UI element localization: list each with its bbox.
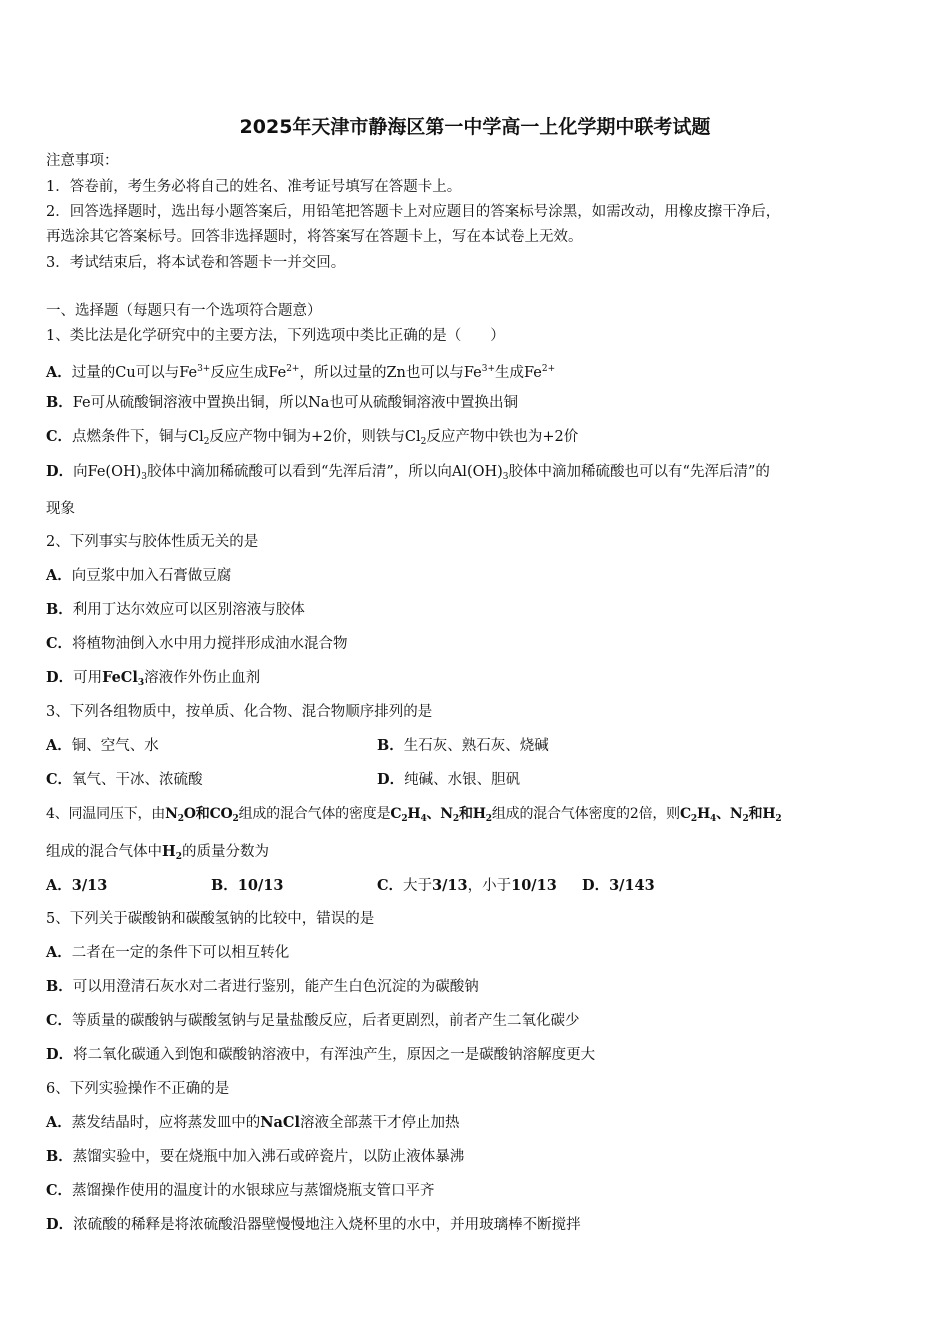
- stem-text: 组成的混合气体的密度是: [238, 806, 391, 822]
- q5-option-b: [46, 977, 479, 997]
- subscript: 2: [203, 437, 210, 447]
- option-label: B．: [211, 877, 238, 894]
- q2-stem: 2、下列事实与胶体性质无关的是: [46, 534, 259, 550]
- option-label: D．: [582, 877, 610, 894]
- option-label: A．: [46, 567, 72, 584]
- formula: C: [679, 806, 691, 822]
- option-label: A．: [46, 364, 72, 381]
- q5-option-c: [46, 1011, 580, 1031]
- option-label: A．: [46, 1114, 72, 1131]
- superscript: 3+: [197, 364, 211, 374]
- option-label: A．: [46, 944, 72, 961]
- option-label: B．: [377, 737, 404, 754]
- option-text: 将植物油倒入水中用力搅拌形成油水混合物: [72, 636, 348, 652]
- option-label: C．: [377, 877, 404, 894]
- option-text: 溶液全部蒸干才停止加热: [299, 1115, 460, 1131]
- q2-option-b: [46, 600, 305, 620]
- formula: H: [696, 806, 711, 822]
- q6-option-b: [46, 1147, 464, 1167]
- option-label: D．: [377, 771, 405, 788]
- q1-option-c: [46, 427, 578, 452]
- q3-option-d: [377, 770, 520, 790]
- option-text: Fe可从硫酸铜溶液中置换出铜，所以Na也可从硫酸铜溶液中置换出铜: [72, 395, 518, 411]
- stem-text: 2倍，则: [629, 806, 680, 822]
- stem-text: 组成的混合气体密度的: [491, 806, 630, 822]
- q4-option-a: [46, 876, 107, 896]
- notice-item-2-cont: 再选涂其它答案标号。回答非选择题时，将答案写在答题卡上，写在本试卷上无效。: [46, 229, 583, 245]
- subscript: 3: [137, 678, 145, 688]
- option-text: 过量的Cu可以与Fe: [71, 365, 198, 381]
- subscript: 2: [175, 852, 182, 862]
- stem-text: 的质量分数为: [181, 844, 269, 860]
- option-text: ，小于: [467, 878, 512, 894]
- subscript: 2: [452, 814, 459, 824]
- stem-text: 4、同温同压下，由: [46, 806, 166, 822]
- option-text: 大于: [403, 878, 433, 894]
- option-label: B．: [46, 978, 73, 995]
- formula: 、N: [426, 806, 453, 822]
- subscript: 4: [420, 814, 427, 824]
- q2-option-c: [46, 634, 348, 654]
- page-title: 2025年天津市静海区第一中学高一上化学期中联考试题: [239, 116, 711, 138]
- stem-text: 组成的混合气体中: [46, 844, 162, 860]
- option-text: 可以用澄清石灰水对二者进行鉴别，能产生白色沉淀的为碳酸钠: [72, 979, 479, 995]
- q5-stem: 5、下列关于碳酸钠和碳酸氢钠的比较中，错误的是: [46, 911, 375, 927]
- option-label: C．: [46, 1012, 73, 1029]
- option-label: B．: [46, 1148, 73, 1165]
- subscript: 2: [690, 814, 697, 824]
- option-text: 胶体中滴加稀硫酸可以看到“先浑后清”，所以向Al(OH): [147, 464, 503, 480]
- q6-option-a: [46, 1113, 459, 1133]
- q4-stem-cont: [46, 842, 269, 867]
- subscript: 2: [485, 814, 492, 824]
- notice-heading: 注意事项：: [46, 153, 119, 169]
- option-text: 蒸馏操作使用的温度计的水银球应与蒸馏烧瓶支管口平齐: [72, 1183, 435, 1199]
- option-text: ，所以过量的Zn也可以与Fe: [299, 365, 482, 381]
- subscript: 2: [420, 437, 427, 447]
- subscript: 2: [232, 814, 239, 824]
- superscript: 2+: [286, 364, 300, 374]
- subscript: 2: [177, 814, 184, 824]
- option-label: A．: [46, 737, 72, 754]
- q4-option-b: [211, 876, 283, 896]
- formula: N: [165, 806, 178, 822]
- subscript: 2: [742, 814, 749, 824]
- option-label: D．: [46, 669, 74, 686]
- formula: NaCl: [260, 1114, 300, 1131]
- option-label: C．: [46, 428, 73, 445]
- q1-option-b: [46, 393, 518, 413]
- option-text: 二者在一定的条件下可以相互转化: [71, 945, 290, 961]
- subscript: 2: [775, 814, 782, 824]
- formula: H: [162, 843, 176, 860]
- q6-stem: 6、下列实验操作不正确的是: [46, 1081, 230, 1097]
- q6-option-d: [46, 1215, 581, 1235]
- q4-stem: [46, 804, 781, 829]
- option-text: 反应生成Fe: [210, 365, 287, 381]
- option-text: 向Fe(OH): [73, 464, 142, 480]
- q3-stem: 3、下列各组物质中，按单质、化合物、混合物顺序排列的是: [46, 704, 433, 720]
- q4-option-d: [582, 876, 655, 896]
- superscript: 2+: [541, 364, 556, 374]
- option-text: 10/13: [237, 877, 284, 894]
- option-text: 氧气、干冰、浓硫酸: [72, 772, 203, 788]
- q5-option-d: [46, 1045, 595, 1065]
- subscript: 4: [710, 814, 717, 824]
- formula: FeCl: [102, 669, 138, 686]
- option-label: B．: [46, 394, 73, 411]
- option-label: B．: [46, 601, 73, 618]
- option-label: C．: [46, 635, 73, 652]
- option-text: 将二氧化碳通入到饱和碳酸钠溶液中，有浑浊产生，原因之一是碳酸钠溶解度更大: [73, 1047, 596, 1063]
- q1-option-a: [46, 359, 555, 383]
- q3-option-a: [46, 736, 159, 756]
- option-text: 3/143: [609, 877, 655, 894]
- q5-option-a: [46, 943, 289, 963]
- option-label: C．: [46, 771, 73, 788]
- option-label: D．: [46, 463, 74, 480]
- notice-item-2: 2．回答选择题时，选出每小题答案后，用铅笔把答题卡上对应题目的答案标号涂黑，如需改动，用橡皮擦干净后，: [46, 204, 781, 220]
- option-text: 浓硫酸的稀释是将浓硫酸沿器壁慢慢地注入烧杯里的水中，并用玻璃棒不断搅拌: [73, 1217, 581, 1233]
- option-text: 3/13: [432, 877, 468, 894]
- option-text: 蒸馏实验中，要在烧瓶中加入沸石或碎瓷片，以防止液体暴沸: [72, 1149, 465, 1165]
- q3-option-c: [46, 770, 203, 790]
- option-text: 生成Fe: [495, 365, 542, 381]
- formula: 、N: [716, 806, 743, 822]
- formula: H: [407, 806, 421, 822]
- formula: O和CO: [183, 806, 233, 822]
- q1-stem: 1、类比法是化学研究中的主要方法，下列选项中类比正确的是（ ）: [46, 328, 505, 344]
- option-text: 反应产物中铁也为+2价: [426, 429, 579, 445]
- q2-option-a: [46, 566, 231, 586]
- formula: 和H: [458, 806, 486, 822]
- option-text: 10/13: [511, 877, 557, 894]
- q4-option-c: [377, 876, 557, 896]
- q1-option-d: [46, 462, 770, 487]
- option-text: 反应产物中铜为+2价，则铁与Cl: [209, 429, 421, 445]
- formula: 和H: [748, 806, 776, 822]
- option-text: 生石灰、熟石灰、烧碱: [403, 738, 549, 754]
- notice-item-3: 3．考试结束后，将本试卷和答题卡一并交回。: [46, 255, 346, 271]
- q2-option-d: [46, 668, 260, 693]
- option-label: D．: [46, 1046, 74, 1063]
- option-label: C．: [46, 1182, 73, 1199]
- q1-option-d-cont: 现象: [46, 501, 75, 517]
- option-text: 向豆浆中加入石膏做豆腐: [71, 568, 232, 584]
- option-text: 3/13: [71, 877, 108, 894]
- subscript: 3: [141, 472, 148, 482]
- q3-option-b: [377, 736, 549, 756]
- option-text: 胶体中滴加稀硫酸也可以有“先浑后清”的: [508, 464, 770, 480]
- option-text: 等质量的碳酸钠与碳酸氢钠与足量盐酸反应，后者更剧烈，前者产生二氧化碳少: [72, 1013, 580, 1029]
- option-text: 可用: [73, 670, 103, 686]
- option-label: A．: [46, 877, 72, 894]
- option-text: 铜、空气、水: [71, 738, 159, 754]
- section-heading: 一、选择题（每题只有一个选项符合题意）: [46, 303, 322, 319]
- subscript: 3: [502, 472, 509, 482]
- option-text: 溶液作外伤止血剂: [144, 670, 261, 686]
- q6-option-c: [46, 1181, 435, 1201]
- option-label: D．: [46, 1216, 74, 1233]
- superscript: 3+: [481, 364, 496, 374]
- option-text: 点燃条件下，铜与Cl: [72, 429, 204, 445]
- option-text: 纯碱、水银、胆矾: [404, 772, 521, 788]
- formula: C: [390, 806, 402, 822]
- option-text: 蒸发结晶时，应将蒸发皿中的: [71, 1115, 261, 1131]
- option-text: 利用丁达尔效应可以区别溶液与胶体: [72, 602, 305, 618]
- subscript: 2: [401, 814, 408, 824]
- notice-item-1: 1．答卷前，考生务必将自己的姓名、准考证号填写在答题卡上。: [46, 179, 462, 195]
